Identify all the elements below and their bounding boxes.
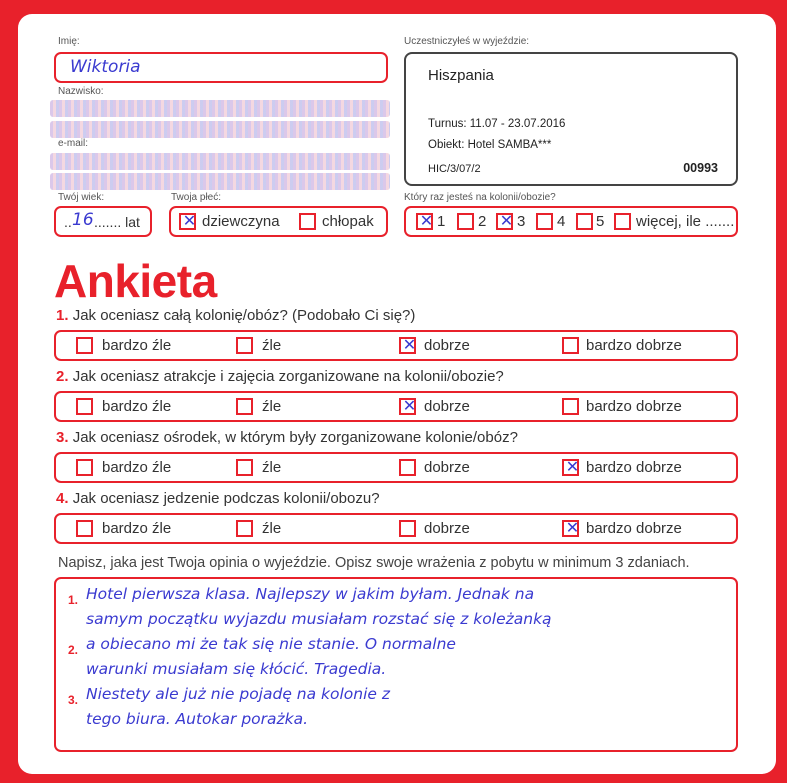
- checkmark-icon: ✕: [402, 396, 417, 415]
- question-text: Jak oceniasz ośrodek, w którym były zorganizowane kolonie/obóz?: [72, 429, 518, 446]
- rating-option: bardzo dobrze: [586, 520, 682, 537]
- opinion-line: samym początku wyjazdu musiałam rozstać się z koleżanką: [86, 610, 552, 628]
- name-value: Wiktoria: [70, 57, 141, 77]
- question-number: 1.: [56, 307, 69, 324]
- rating-option: bardzo źle: [102, 520, 172, 537]
- rating-option: źle: [262, 459, 282, 476]
- question-number: 3.: [56, 429, 69, 446]
- opinion-text: [86, 582, 736, 732]
- trip-number: 00993: [683, 161, 718, 175]
- age-label: Twój wiek:: [58, 192, 105, 203]
- opinion-line: warunki musiałam się kłócić. Tragedia.: [86, 660, 387, 678]
- question-3: [56, 429, 518, 446]
- times-option-5: 5: [596, 213, 605, 230]
- times-field: [404, 206, 738, 237]
- times-checkbox-3[interactable]: [496, 213, 513, 230]
- rating-option: dobrze: [424, 459, 470, 476]
- survey-title: Ankieta: [54, 255, 217, 307]
- rating-option: dobrze: [424, 398, 470, 415]
- trip-code: HIC/3/07/2: [428, 163, 481, 175]
- rating-row-2: [54, 391, 738, 422]
- email-redaction-2: [50, 173, 390, 190]
- rating-checkbox[interactable]: [562, 337, 579, 354]
- rating-option: bardzo dobrze: [586, 337, 682, 354]
- age-field[interactable]: [54, 206, 152, 237]
- rating-checkbox[interactable]: [76, 459, 93, 476]
- rating-checkbox[interactable]: [236, 520, 253, 537]
- rating-checkbox[interactable]: [76, 398, 93, 415]
- times-checkbox-more[interactable]: [614, 213, 631, 230]
- rating-row-1: [54, 330, 738, 361]
- times-checkbox-1[interactable]: [416, 213, 433, 230]
- age-suffix: ....... lat: [94, 214, 140, 230]
- rating-checkbox[interactable]: [399, 459, 416, 476]
- opinion-line: Hotel pierwsza klasa. Najlepszy w jakim byłam. Jednak na: [86, 585, 535, 603]
- rating-option: źle: [262, 520, 282, 537]
- rating-checkbox[interactable]: [399, 520, 416, 537]
- opinion-line: Niestety ale już nie pojadę na kolonie z: [86, 685, 391, 703]
- trip-destination: Hiszpania: [428, 67, 494, 84]
- opinion-number-1: 1.: [68, 593, 79, 607]
- rating-checkbox-checked[interactable]: [562, 459, 579, 476]
- rating-option: bardzo źle: [102, 398, 172, 415]
- checkmark-icon: ✕: [565, 518, 580, 537]
- trip-label: Uczestniczyłeś w wyjeździe:: [404, 36, 530, 47]
- gender-checkbox-girl[interactable]: [179, 213, 196, 230]
- email-redaction: [50, 153, 390, 170]
- rating-checkbox[interactable]: [236, 459, 253, 476]
- rating-checkbox[interactable]: [562, 398, 579, 415]
- opinion-prompt: Napisz, jaka jest Twoja opinia o wyjeździe. Opisz swoje wrażenia z pobytu w minimum 3 zdaniach.: [58, 555, 690, 571]
- rating-checkbox-checked[interactable]: [399, 337, 416, 354]
- gender-option-girl: dziewczyna: [202, 213, 280, 230]
- opinion-number-3: 3.: [68, 693, 79, 707]
- opinion-number-2: 2.: [68, 643, 79, 657]
- rating-checkbox-checked[interactable]: [562, 520, 579, 537]
- times-label: Który raz jesteś na kolonii/obozie?: [404, 192, 556, 203]
- times-option-4: 4: [557, 213, 566, 230]
- rating-option: bardzo źle: [102, 459, 172, 476]
- checkmark-icon: ✕: [565, 457, 580, 476]
- gender-label: Twoja płeć:: [171, 192, 222, 203]
- surname-redaction-2: [50, 121, 390, 138]
- surname-redaction: [50, 100, 390, 117]
- question-number: 4.: [56, 490, 69, 507]
- checkmark-icon: ✕: [402, 335, 417, 354]
- survey-sheet: [18, 14, 776, 774]
- rating-option: dobrze: [424, 337, 470, 354]
- rating-option: bardzo źle: [102, 337, 172, 354]
- gender-field: [169, 206, 388, 237]
- trip-obiekt: Obiekt: Hotel SAMBA***: [428, 139, 552, 151]
- age-prefix: ..: [64, 214, 72, 230]
- question-4: [56, 490, 380, 507]
- rating-checkbox[interactable]: [236, 398, 253, 415]
- question-text: Jak oceniasz jedzenie podczas kolonii/obozu?: [72, 490, 380, 507]
- question-number: 2.: [56, 368, 69, 385]
- times-checkbox-2[interactable]: [457, 213, 474, 230]
- question-1: [56, 307, 415, 324]
- times-option-1: 1: [437, 213, 446, 230]
- age-value: 16: [72, 210, 94, 230]
- times-option-more: więcej, ile .......: [636, 213, 735, 230]
- rating-option: źle: [262, 337, 282, 354]
- times-option-2: 2: [478, 213, 487, 230]
- rating-checkbox[interactable]: [76, 520, 93, 537]
- name-label: Imię:: [58, 36, 80, 47]
- times-checkbox-5[interactable]: [576, 213, 593, 230]
- question-text: Jak oceniasz atrakcje i zajęcia zorganizowane na kolonii/obozie?: [72, 368, 504, 385]
- rating-option: dobrze: [424, 520, 470, 537]
- gender-option-boy: chłopak: [322, 213, 374, 230]
- rating-option: bardzo dobrze: [586, 459, 682, 476]
- opinion-line: a obiecano mi że tak się nie stanie. O normalne: [86, 635, 456, 653]
- opinion-field[interactable]: [54, 577, 738, 752]
- rating-option: bardzo dobrze: [586, 398, 682, 415]
- trip-box: [404, 52, 738, 186]
- rating-checkbox[interactable]: [76, 337, 93, 354]
- rating-row-3: [54, 452, 738, 483]
- rating-row-4: [54, 513, 738, 544]
- checkmark-icon: ✕: [182, 211, 197, 230]
- times-checkbox-4[interactable]: [536, 213, 553, 230]
- question-2: [56, 368, 504, 385]
- surname-label: Nazwisko:: [58, 86, 104, 97]
- checkmark-icon: ✕: [499, 211, 514, 230]
- times-option-3: 3: [517, 213, 526, 230]
- email-label: e-mail:: [58, 138, 89, 149]
- opinion-line: tego biura. Autokar porażka.: [86, 710, 309, 728]
- trip-turnus: Turnus: 11.07 - 23.07.2016: [428, 118, 566, 130]
- question-text: Jak oceniasz całą kolonię/obóz? (Podobało Ci się?): [72, 307, 416, 324]
- name-field[interactable]: [54, 52, 388, 83]
- rating-option: źle: [262, 398, 282, 415]
- rating-checkbox[interactable]: [236, 337, 253, 354]
- rating-checkbox-checked[interactable]: [399, 398, 416, 415]
- gender-checkbox-boy[interactable]: [299, 213, 316, 230]
- checkmark-icon: ✕: [419, 211, 434, 230]
